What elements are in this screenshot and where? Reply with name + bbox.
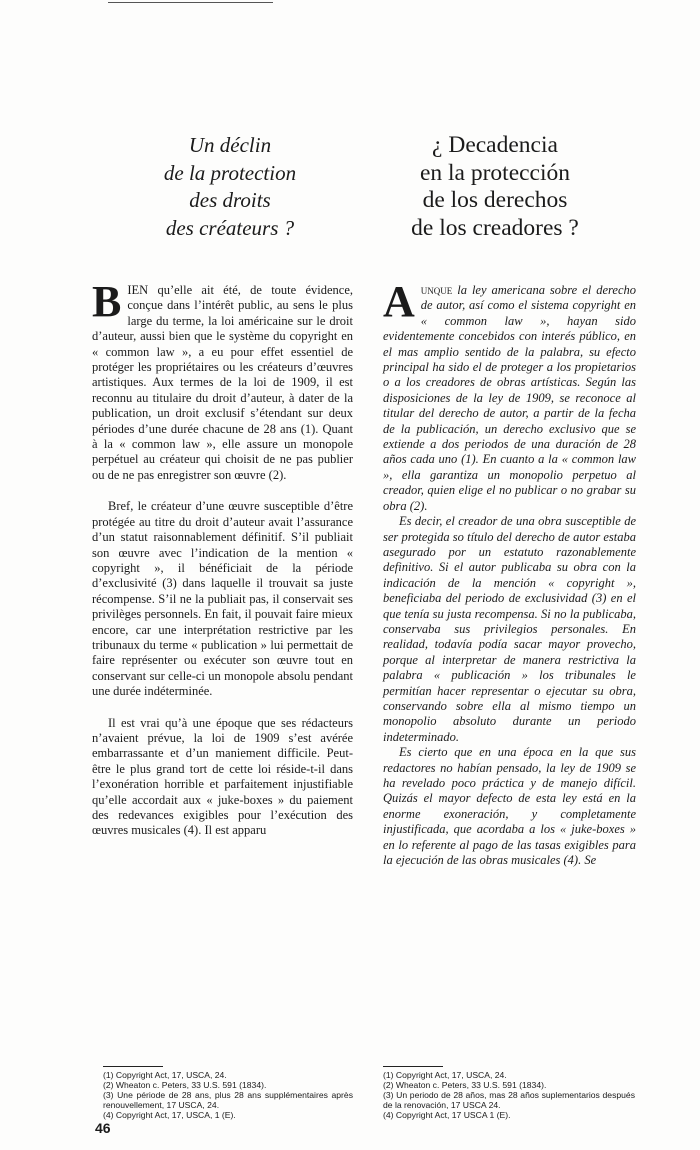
drop-cap: B (92, 277, 122, 326)
footnotes-french (103, 1070, 353, 1120)
french-column (92, 277, 353, 839)
footnote: (2) Wheaton c. Peters, 33 U.S. 591 (1834). (103, 1080, 267, 1090)
footnote: (1) Copyright Act, 17, USCA, 24. (103, 1070, 227, 1080)
drop-cap: A (383, 277, 415, 326)
footnotes-spanish (383, 1070, 635, 1120)
spanish-paragraph-3: Es cierto que en una época en la que sus redactores no habían pensado, la ley de 1909 se ha revelado poco práctica y de manejo difícil. Quizás el mayor defecto de esta ley está en la enorme exoneración, y completamente injustificada, que acordaba a los « juke-boxes » en lo referente al pago de las tasas exigibles para la ejecución de las obras musicales (4). Se (383, 745, 636, 868)
footnote: (1) Copyright Act, 17, USCA, 24. (383, 1070, 507, 1080)
title-spanish-line: de los derechos (422, 187, 568, 213)
french-paragraph-1 (92, 277, 353, 483)
lead-in: unque (420, 283, 453, 297)
french-paragraph-3: Il est vrai qu’à une époque que ses rédacteurs n’avaient prévue, la loi de 1909 s’est avérée embarrassante et d’un maniement difficile. Peut-être le plus grand tort de cette loi réside-t-il dans l’exonération horrible et parfaitement injustifiable qu’elle accordait aux « juke-boxes » du paiement des redevances exigibles pour l’exécution des œuvres musicales (4). Il est apparu (92, 715, 353, 838)
title-french-line: des droits (189, 188, 271, 212)
spanish-paragraph-1 (383, 277, 636, 514)
title-spanish (375, 132, 615, 242)
paragraph-text: la ley americana sobre el derecho de autor, así como el sistema copyright en « common law », hayan sido evidentemente concebidos con interés público, en el mas amplio sentido de la palabra, su efecto principal ha sido el de proteger a los propietarios o a los creadores de obras artísticas. Según las disposiciones de la ley de 1909, se reconoce al titular del derecho de autor, a partir de la fecha de la publicación, un derecho exclusivo que se extiende a dos periodos de una duración de 28 años cada uno (1). En cuanto a la « common law », ella garantiza un monopolio perpetuo al creador, quien elige el no publicar o no grabar su obra (2). (383, 283, 636, 513)
footnote: (3) Un periodo de 28 años, mas 28 años suplementarios después de la renovación, 17 USCA 24. (383, 1090, 635, 1110)
title-french (130, 132, 330, 242)
footnote: (3) Une période de 28 ans, plus 28 ans supplémentaires après renouvellement, 17 USCA, 24. (103, 1090, 353, 1110)
title-french-line: de la protection (163, 160, 297, 185)
paragraph-text: qu’elle ait été, de toute évidence, conçue dans l’intérêt public, au sens le plus large du terme, la loi américaine sur le droit d’auteur, aussi bien que le système du copyright en « common law », a eu pour effet essentiel de protéger les propriétaires ou les créateurs d’œuvres artistiques. Aux termes de la loi de 1909, il est reconnu au titulaire du droit d’auteur, à dater de la publication, un droit exclusif s’étendant sur deux périodes d’une durée chacune de 28 ans (1). Quant à la « common law », elle assure un monopole perpétuel au créateur qui choisit de ne pas publier ou de ne pas enregistrer son œuvre (2). (92, 283, 353, 482)
french-paragraph-2: Bref, le créateur d’une œuvre susceptible d’être protégée au titre du droit d’auteur avait l’assurance d’un statut raisonnablement définitif. S’il publiait son œuvre avec l’indication de la mention « copyright », il bénéficiait de la période d’exclusivité (3) dans laquelle il trouvait sa juste récompense. S’il ne la publiait pas, il conservait ses privilèges personnels. En fait, il pouvait faire mieux encore, car une interprétation restrictive par les tribunaux du terme « publication » lui permettait de faire représenter ou exécuter son œuvre tout en conservant sur celle-ci un monopole absolu pendant une durée indéterminée. (92, 499, 353, 699)
title-spanish-line: de los creadores ? (411, 214, 579, 241)
footnote-rule (103, 1066, 163, 1067)
title-french-line: Un déclin (188, 133, 272, 157)
footnote: (4) Copyright Act, 17, USCA, 1 (E). (103, 1110, 236, 1120)
footnote-rule (383, 1066, 443, 1067)
title-spanish-line: ¿ Decadencia (432, 132, 558, 158)
footnote: (4) Copyright Act, 17 USCA 1 (E). (383, 1110, 511, 1120)
title-spanish-line: en la protección (419, 159, 571, 186)
top-rule (108, 2, 273, 3)
page-number: 46 (95, 1120, 111, 1136)
spanish-column (383, 277, 636, 868)
footnote: (2) Wheaton c. Peters, 33 U.S. 591 (1834). (383, 1080, 547, 1090)
lead-in: IEN (127, 283, 149, 297)
spanish-paragraph-2: Es decir, el creador de una obra susceptible de ser protegida so título del derecho de autor estaba asegurado por un estatuto razonablemente definitivo. Si el autor publicaba su obra con la indicación de la mención « copyright », beneficiaba del periodo de exclusividad (3) en el que tenía su justa recompensa. Si no la publicaba, conservaba sus privilegios personales. En realidad, todavía podía sacar mayor provecho, porque al interpretar de manera restrictiva la palabra « publicación » los tribunales le permitían hacer representar o ejecutar su obra, conservando sobre ella al mismo tiempo un monopolio absoluto durante un periodo indeterminado. (383, 514, 636, 744)
title-french-line: des créateurs ? (165, 215, 295, 240)
